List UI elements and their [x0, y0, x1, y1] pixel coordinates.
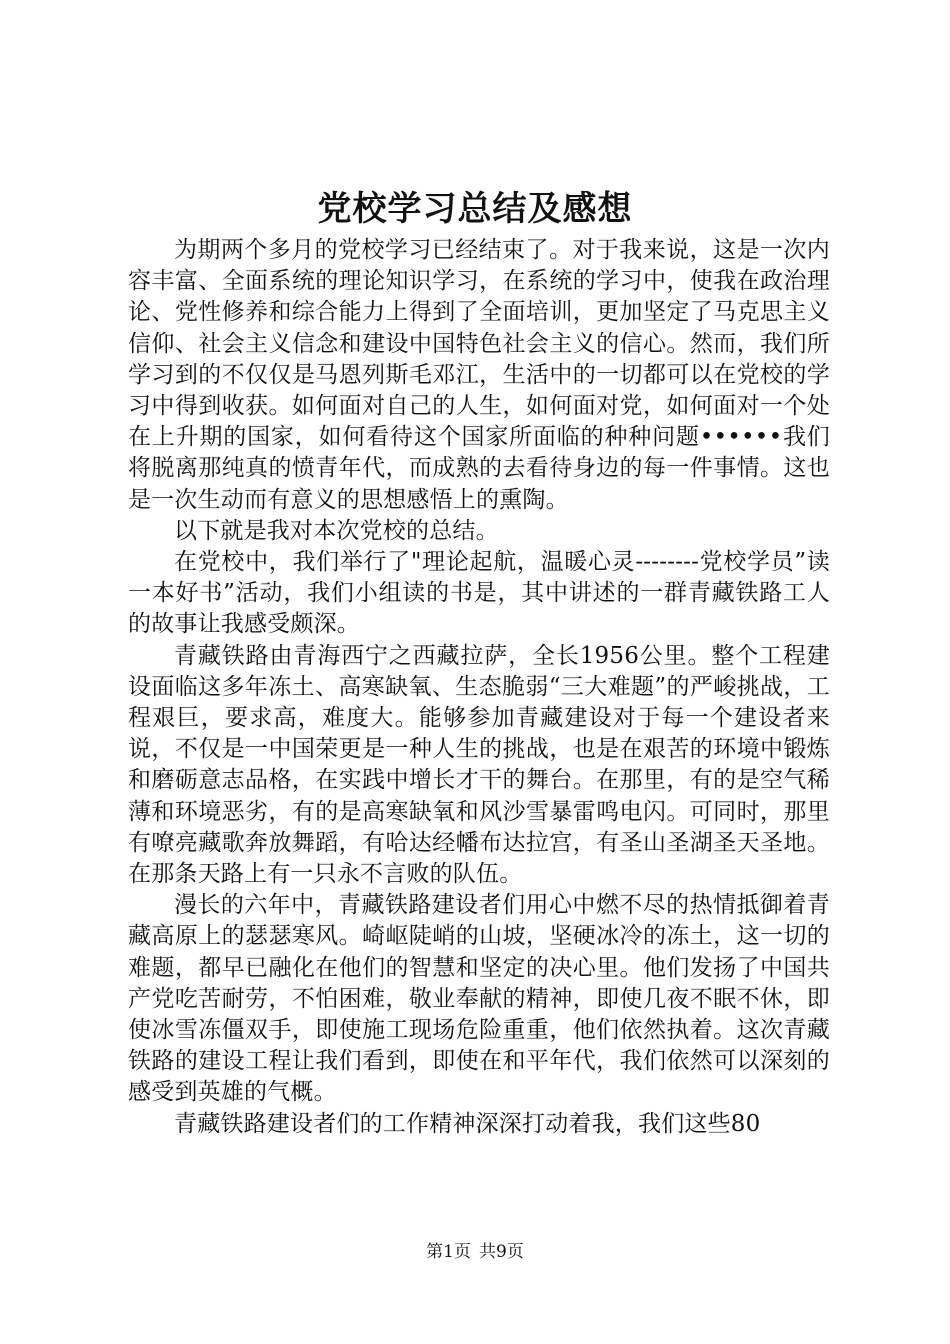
- page-footer: [0, 1240, 950, 1264]
- paragraph: 在党校中，我们举行了"理论起航，温暖心灵--------党校学员”读一本好书”活动，我们小组读的书是，其中讲述的一群青藏铁路工人的故事让我感受颇深。: [128, 549, 830, 638]
- document-body: [128, 235, 830, 1140]
- page-total: 共9页: [479, 1242, 524, 1262]
- paragraph: 为期两个多月的党校学习已经结束了。对于我来说，这是一次内容丰富、全面系统的理论知识学习，在系统的学习中，使我在政治理论、党性修养和综合能力上得到了全面培训，更加坚定了马克思主义信仰、社会主义信念和建设中国特色社会主义的信心。然而，我们所学习到的不仅仅是马恩列斯毛邓江，生活中的一切都可以在党校的学习中得到收获。如何面对自己的人生，如何面对党，如何面对一个处在上升期的国家，如何看待这个国家所面临的种种问题••••••我们将脱离那纯真的愤青年代，而成熟的去看待身边的每一件事情。这也是一次生动而有意义的思想感悟上的熏陶。: [128, 237, 830, 513]
- page-number: 第1页: [426, 1242, 471, 1262]
- paragraph: 以下就是我对本次党校的总结。: [174, 517, 499, 544]
- paragraph: 青藏铁路建设者们的工作精神深深打动着我，我们这些80: [174, 1110, 761, 1137]
- document-title: 党校学习总结及感想: [317, 189, 633, 229]
- paragraph: 青藏铁路由青海西宁之西藏拉萨，全长1956公里。整个工程建设面临这多年冻土、高寒缺氧、生态脆弱“三大难题”的严峻挑战，工程艰巨，要求高，难度大。能够参加青藏建设对于每一个建设者来说，不仅是一中国荣更是一种人生的挑战，也是在艰苦的环境中锻炼和磨砺意志品格，在实践中增长才干的舞台。在那里，有的是空气稀薄和环境恶劣，有的是高寒缺氧和风沙雪暴雷鸣电闪。可同时，那里有嘹亮藏歌奔放舞蹈，有哈达经幡布达拉宫，有圣山圣湖圣天圣地。在那条天路上有一只永不言败的队伍。: [128, 642, 830, 888]
- paragraph: 漫长的六年中，青藏铁路建设者们用心中燃不尽的热情抵御着青藏高原上的瑟瑟寒风。崎岖陡峭的山坡，坚硬冰冷的冻土，这一切的难题，都早已融化在他们的智慧和坚定的决心里。他们发扬了中国共产党吃苦耐劳，不怕困难，敬业奉献的精神，即使几夜不眠不休，即使冰雪冻僵双手，即使施工现场危险重重，他们依然执着。这次青藏铁路的建设工程让我们看到，即使在和平年代，我们依然可以深刻的感受到英雄的气概。: [128, 892, 830, 1106]
